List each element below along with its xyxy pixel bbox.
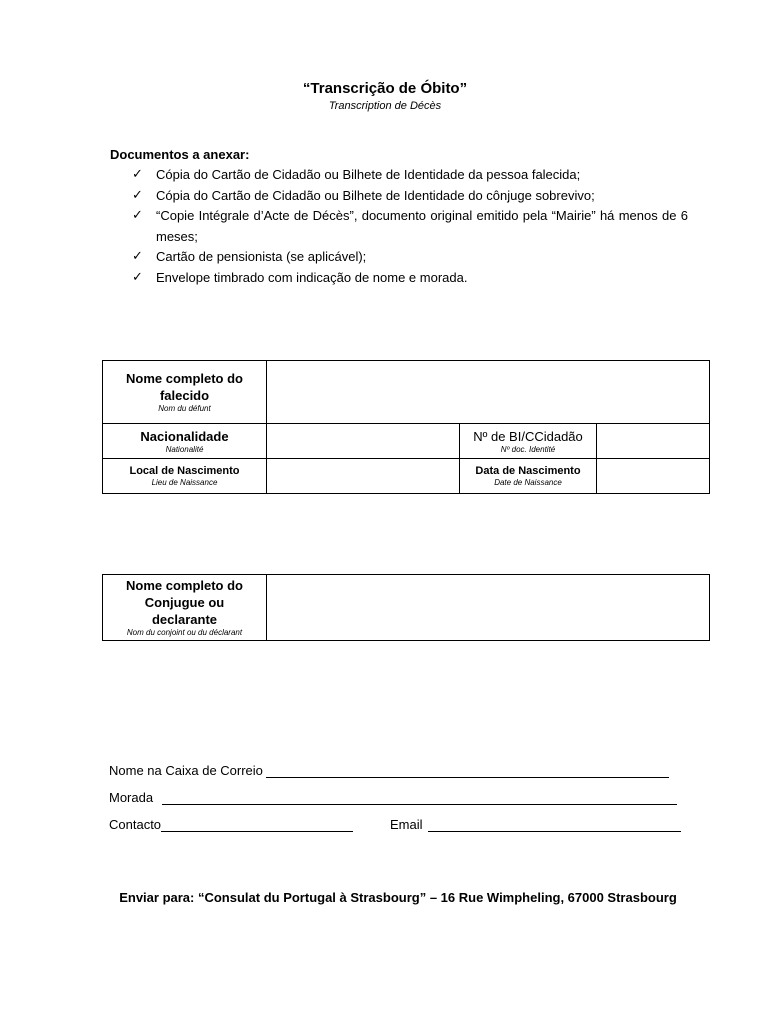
document-item-text: Envelope timbrado com indicação de nome e morada.: [156, 269, 468, 285]
birthplace-label-cell: [103, 459, 267, 494]
address-row: [109, 790, 677, 805]
list-item: [132, 268, 688, 289]
check-mark-icon: ✓: [132, 249, 143, 264]
id-number-label-cell: [460, 424, 597, 459]
birthdate-label-cell: [460, 459, 597, 494]
nationality-sublabel: Nationalité: [165, 444, 204, 454]
list-item: [132, 186, 688, 207]
form-subtitle: Transcription de Décès: [328, 100, 442, 112]
birthdate-label: Data de Nascimento: [475, 465, 581, 477]
email-label: Email: [390, 817, 423, 832]
nationality-label: Nacionalidade: [140, 428, 229, 444]
spouse-label-cell: [103, 575, 267, 641]
spouse-name-sublabel: Nom du conjoint ou du déclarant: [126, 628, 243, 637]
deceased-table: [102, 360, 710, 494]
id-number-label: Nº de BI/CCidadão: [473, 428, 583, 444]
send-to-address: Enviar para: “Consulat du Portugal à Strasbourg” – 16 Rue Wimpheling, 67000 Strasbourg: [119, 890, 677, 905]
spouse-name-label: Nome completo do Conjugue ou declarante: [125, 578, 243, 627]
spouse-name-field[interactable]: [267, 575, 710, 641]
email-row: [390, 817, 681, 832]
birthdate-sublabel: Date de Naissance: [494, 478, 562, 487]
check-mark-icon: ✓: [132, 167, 143, 182]
birthplace-sublabel: Lieu de Naissance: [151, 478, 218, 487]
mailbox-name-label: Nome na Caixa de Correio: [109, 763, 263, 778]
id-number-field[interactable]: [597, 424, 710, 459]
list-item: [132, 165, 688, 186]
documents-heading: Documentos a anexar:: [110, 147, 250, 162]
nationality-label-cell: [103, 424, 267, 459]
full-name-label-cell: [103, 361, 267, 424]
mailbox-name-row: [109, 763, 669, 778]
email-field[interactable]: [428, 818, 681, 832]
check-mark-icon: ✓: [132, 269, 143, 285]
document-item-text: Cópia do Cartão de Cidadão ou Bilhete de Identidade do cônjuge sobrevivo;: [156, 187, 595, 203]
address-field[interactable]: [162, 791, 677, 805]
contact-field[interactable]: [161, 818, 353, 832]
check-mark-icon: ✓: [132, 208, 143, 223]
contact-label: Contacto: [109, 817, 162, 832]
full-name-sublabel: Nom du défunt: [158, 404, 211, 413]
document-item-text: Cartão de pensionista (se aplicável);: [156, 249, 367, 264]
id-number-sublabel: Nº doc. Identité: [500, 444, 556, 454]
list-item: [132, 206, 688, 247]
birthplace-field[interactable]: [267, 459, 460, 494]
documents-list: [132, 165, 688, 288]
form-title: “Transcrição de Óbito”: [302, 80, 468, 97]
mailbox-name-field[interactable]: [266, 764, 669, 778]
check-mark-icon: ✓: [132, 187, 143, 203]
birthdate-field[interactable]: [597, 459, 710, 494]
list-item: [132, 247, 688, 268]
full-name-label: Nome completo do falecido: [125, 371, 243, 403]
document-item-text: “Copie Intégrale d’Acte de Décès”, documento original emitido pela “Mairie” há menos de 6 meses;: [156, 208, 688, 244]
nationality-field[interactable]: [267, 424, 460, 459]
document-item-text: Cópia do Cartão de Cidadão ou Bilhete de Identidade da pessoa falecida;: [156, 167, 581, 182]
full-name-field[interactable]: [267, 361, 710, 424]
birthplace-label: Local de Nascimento: [129, 465, 240, 477]
spouse-table: [102, 574, 710, 641]
contact-row: [109, 817, 353, 832]
address-label: Morada: [109, 790, 154, 805]
